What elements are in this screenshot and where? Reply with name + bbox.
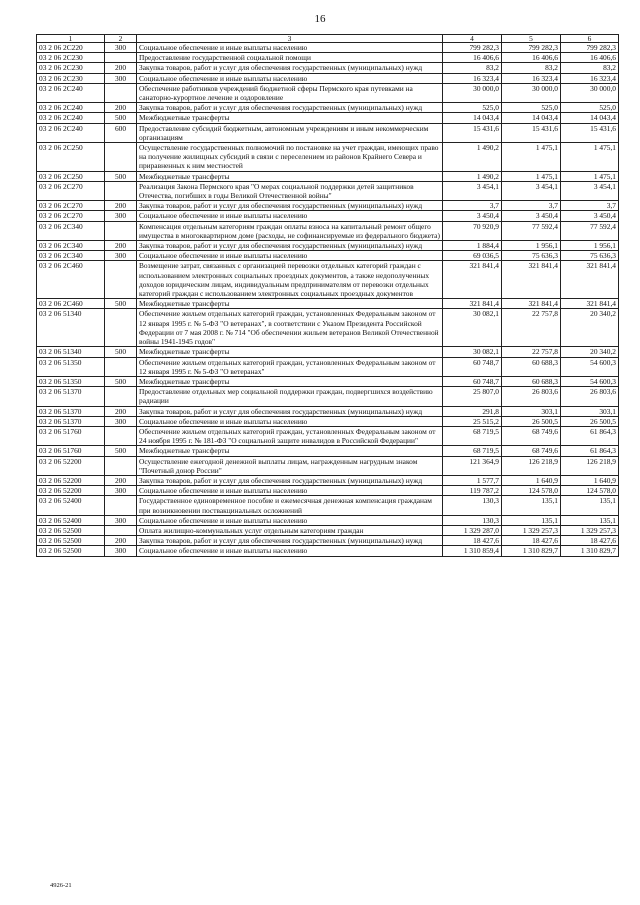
value-col5-cell: 14 043,4 — [502, 113, 561, 123]
table-row — [37, 486, 619, 496]
value-col6-cell: 135,1 — [561, 496, 619, 515]
expense-type-cell: 200 — [105, 536, 137, 546]
value-col6-cell: 3 450,4 — [561, 211, 619, 221]
target-code-cell: 03 2 06 51350 — [37, 376, 105, 386]
description-cell: Закупка товаров, работ и услуг для обеспечения государственных (муниципальных) нужд — [137, 406, 443, 416]
target-code-cell: 03 2 06 51760 — [37, 426, 105, 445]
value-col6-cell: 126 218,9 — [561, 456, 619, 475]
table-row — [37, 426, 619, 445]
header-cell: 2 — [105, 35, 137, 43]
value-col6-cell: 525,0 — [561, 103, 619, 113]
table-row — [37, 525, 619, 535]
table-row — [37, 241, 619, 251]
value-col6-cell: 20 340,2 — [561, 347, 619, 357]
value-col6-cell: 54 600,3 — [561, 357, 619, 376]
value-col6-cell: 303,1 — [561, 406, 619, 416]
table-row — [37, 143, 619, 172]
description-cell: Межбюджетные трансферты — [137, 347, 443, 357]
value-col6-cell: 1 956,1 — [561, 241, 619, 251]
description-cell: Оплата жилищно-коммунальных услуг отдельным категориям граждан — [137, 525, 443, 535]
value-col5-cell: 77 592,4 — [502, 221, 561, 240]
expense-type-cell: 300 — [105, 486, 137, 496]
value-col6-cell: 3 454,1 — [561, 181, 619, 200]
table-row — [37, 73, 619, 83]
expense-type-cell: 300 — [105, 251, 137, 261]
value-col4-cell: 30 082,1 — [443, 309, 502, 347]
expense-type-cell: 300 — [105, 515, 137, 525]
value-col4-cell: 3,7 — [443, 201, 502, 211]
value-col6-cell: 15 431,6 — [561, 123, 619, 142]
value-col5-cell: 83,2 — [502, 63, 561, 73]
description-cell: Межбюджетные трансферты — [137, 113, 443, 123]
description-cell: Социальное обеспечение и иные выплаты населению — [137, 211, 443, 221]
expense-type-cell: 500 — [105, 113, 137, 123]
expense-type-cell — [105, 261, 137, 299]
target-code-cell: 03 2 06 2С340 — [37, 241, 105, 251]
table-row — [37, 43, 619, 53]
value-col5-cell: 3 454,1 — [502, 181, 561, 200]
table-row — [37, 376, 619, 386]
target-code-cell: 03 2 06 52200 — [37, 475, 105, 485]
value-col5-cell: 1 475,1 — [502, 143, 561, 172]
value-col5-cell: 135,1 — [502, 515, 561, 525]
target-code-cell: 03 2 06 2С250 — [37, 143, 105, 172]
expense-type-cell — [105, 181, 137, 200]
target-code-cell: 03 2 06 2С340 — [37, 251, 105, 261]
value-col6-cell: 321 841,4 — [561, 299, 619, 309]
target-code-cell: 03 2 06 2С240 — [37, 113, 105, 123]
description-cell: Социальное обеспечение и иные выплаты населению — [137, 251, 443, 261]
value-col6-cell: 18 427,6 — [561, 536, 619, 546]
expense-type-cell: 500 — [105, 446, 137, 456]
value-col5-cell: 68 749,6 — [502, 446, 561, 456]
value-col4-cell: 1 577,7 — [443, 475, 502, 485]
expense-type-cell: 300 — [105, 546, 137, 556]
value-col4-cell: 525,0 — [443, 103, 502, 113]
value-col4-cell: 15 431,6 — [443, 123, 502, 142]
header-cell: 5 — [502, 35, 561, 43]
target-code-cell: 03 2 06 2С270 — [37, 181, 105, 200]
value-col6-cell: 54 600,3 — [561, 376, 619, 386]
target-code-cell: 03 2 06 52500 — [37, 525, 105, 535]
target-code-cell: 03 2 06 52400 — [37, 496, 105, 515]
expense-type-cell — [105, 426, 137, 445]
target-code-cell: 03 2 06 52400 — [37, 515, 105, 525]
target-code-cell: 03 2 06 51370 — [37, 387, 105, 406]
value-col5-cell: 1 329 257,3 — [502, 525, 561, 535]
value-col5-cell: 26 500,5 — [502, 416, 561, 426]
value-col6-cell: 1 475,1 — [561, 171, 619, 181]
value-col5-cell: 1 640,9 — [502, 475, 561, 485]
expense-type-cell — [105, 496, 137, 515]
value-col5-cell: 16 323,4 — [502, 73, 561, 83]
value-col4-cell: 25 807,0 — [443, 387, 502, 406]
value-col5-cell: 22 757,8 — [502, 347, 561, 357]
value-col4-cell: 70 920,9 — [443, 221, 502, 240]
table-row — [37, 387, 619, 406]
value-col4-cell: 121 364,9 — [443, 456, 502, 475]
expense-type-cell: 200 — [105, 475, 137, 485]
target-code-cell: 03 2 06 52500 — [37, 546, 105, 556]
header-cell: 3 — [137, 35, 443, 43]
value-col4-cell: 799 282,3 — [443, 43, 502, 53]
value-col6-cell: 61 864,3 — [561, 426, 619, 445]
header-cell: 4 — [443, 35, 502, 43]
expense-type-cell: 500 — [105, 376, 137, 386]
value-col5-cell: 321 841,4 — [502, 299, 561, 309]
value-col5-cell: 26 803,6 — [502, 387, 561, 406]
value-col5-cell: 22 757,8 — [502, 309, 561, 347]
expense-type-cell: 300 — [105, 73, 137, 83]
table-row — [37, 211, 619, 221]
target-code-cell: 03 2 06 2С460 — [37, 299, 105, 309]
table-row — [37, 261, 619, 299]
value-col5-cell: 124 578,0 — [502, 486, 561, 496]
target-code-cell: 03 2 06 51340 — [37, 347, 105, 357]
expense-type-cell: 500 — [105, 171, 137, 181]
description-cell: Предоставление субсидий бюджетным, автономным учреждениям и иным некоммерческим организациям — [137, 123, 443, 142]
description-cell: Закупка товаров, работ и услуг для обеспечения государственных (муниципальных) нужд — [137, 475, 443, 485]
value-col5-cell: 16 406,6 — [502, 53, 561, 63]
value-col5-cell: 321 841,4 — [502, 261, 561, 299]
expense-type-cell: 200 — [105, 406, 137, 416]
table-row — [37, 406, 619, 416]
value-col4-cell: 130,3 — [443, 496, 502, 515]
value-col4-cell: 60 748,7 — [443, 376, 502, 386]
description-cell: Реализация Закона Пермского края "О мерах социальной поддержки детей защитников Отечества, погибших в годы Великой Отечественной войны" — [137, 181, 443, 200]
value-col4-cell: 1 490,2 — [443, 171, 502, 181]
value-col6-cell: 1 329 257,3 — [561, 525, 619, 535]
table-row — [37, 63, 619, 73]
table-row — [37, 347, 619, 357]
target-code-cell: 03 2 06 2С220 — [37, 43, 105, 53]
value-col4-cell: 30 082,1 — [443, 347, 502, 357]
value-col5-cell: 303,1 — [502, 406, 561, 416]
value-col4-cell: 18 427,6 — [443, 536, 502, 546]
expense-type-cell — [105, 83, 137, 102]
page-number: 16 — [314, 13, 326, 25]
target-code-cell: 03 2 06 2С240 — [37, 103, 105, 113]
expense-type-cell: 200 — [105, 241, 137, 251]
target-code-cell: 03 2 06 2С340 — [37, 221, 105, 240]
value-col4-cell: 321 841,4 — [443, 261, 502, 299]
value-col5-cell: 60 688,3 — [502, 357, 561, 376]
description-cell: Социальное обеспечение и иные выплаты населению — [137, 416, 443, 426]
expense-type-cell: 300 — [105, 43, 137, 53]
target-code-cell: 03 2 06 2С270 — [37, 211, 105, 221]
value-col4-cell: 60 748,7 — [443, 357, 502, 376]
table-row — [37, 309, 619, 347]
value-col6-cell: 26 500,5 — [561, 416, 619, 426]
value-col6-cell: 83,2 — [561, 63, 619, 73]
expense-type-cell: 600 — [105, 123, 137, 142]
table-row — [37, 181, 619, 200]
description-cell: Обеспечение жильем отдельных категорий граждан, установленных Федеральным законом от 12 января 1995 г. № 5-ФЗ "О ветеранах" — [137, 357, 443, 376]
value-col5-cell: 18 427,6 — [502, 536, 561, 546]
value-col4-cell: 69 036,5 — [443, 251, 502, 261]
target-code-cell: 03 2 06 2С250 — [37, 171, 105, 181]
value-col4-cell: 25 515,2 — [443, 416, 502, 426]
description-cell: Закупка товаров, работ и услуг для обеспечения государственных (муниципальных) нужд — [137, 103, 443, 113]
table-row — [37, 251, 619, 261]
value-col6-cell: 799 282,3 — [561, 43, 619, 53]
value-col6-cell: 30 000,0 — [561, 83, 619, 102]
value-col5-cell: 126 218,9 — [502, 456, 561, 475]
expense-type-cell — [105, 53, 137, 63]
value-col4-cell: 16 323,4 — [443, 73, 502, 83]
value-col4-cell: 14 043,4 — [443, 113, 502, 123]
description-cell: Закупка товаров, работ и услуг для обеспечения государственных (муниципальных) нужд — [137, 241, 443, 251]
value-col4-cell: 321 841,4 — [443, 299, 502, 309]
expense-type-cell: 200 — [105, 103, 137, 113]
value-col5-cell: 135,1 — [502, 496, 561, 515]
target-code-cell: 03 2 06 2С240 — [37, 123, 105, 142]
value-col4-cell: 130,3 — [443, 515, 502, 525]
value-col6-cell: 77 592,4 — [561, 221, 619, 240]
value-col4-cell: 291,8 — [443, 406, 502, 416]
description-cell: Социальное обеспечение и иные выплаты населению — [137, 546, 443, 556]
value-col4-cell: 3 450,4 — [443, 211, 502, 221]
expense-type-cell — [105, 387, 137, 406]
table-row — [37, 416, 619, 426]
value-col6-cell: 16 323,4 — [561, 73, 619, 83]
budget-table — [36, 34, 619, 557]
value-col4-cell: 30 000,0 — [443, 83, 502, 102]
footer-code: 4926-21 — [50, 882, 72, 889]
table-row — [37, 456, 619, 475]
description-cell: Компенсация отдельным категориям граждан оплаты взноса на капитальный ремонт общего имущества в многоквартирном доме (расходы, не софинансируемые из федерального бюджета) — [137, 221, 443, 240]
description-cell: Обеспечение жильем отдельных категорий граждан, установленных Федеральным законом от 24 ноября 1995 г. № 181-ФЗ "О социальной защите инвалидов в Российской Федерации" — [137, 426, 443, 445]
table-row — [37, 536, 619, 546]
expense-type-cell: 200 — [105, 63, 137, 73]
target-code-cell: 03 2 06 52200 — [37, 456, 105, 475]
value-col4-cell: 3 454,1 — [443, 181, 502, 200]
expense-type-cell — [105, 143, 137, 172]
value-col5-cell: 3,7 — [502, 201, 561, 211]
value-col5-cell: 1 475,1 — [502, 171, 561, 181]
target-code-cell: 03 2 06 2С230 — [37, 73, 105, 83]
target-code-cell: 03 2 06 51370 — [37, 416, 105, 426]
value-col5-cell: 15 431,6 — [502, 123, 561, 142]
value-col5-cell: 799 282,3 — [502, 43, 561, 53]
value-col5-cell: 60 688,3 — [502, 376, 561, 386]
header-cell: 1 — [37, 35, 105, 43]
description-cell: Межбюджетные трансферты — [137, 446, 443, 456]
value-col4-cell: 83,2 — [443, 63, 502, 73]
target-code-cell: 03 2 06 2С230 — [37, 53, 105, 63]
table-row — [37, 123, 619, 142]
value-col5-cell: 1 310 829,7 — [502, 546, 561, 556]
value-col4-cell: 68 719,5 — [443, 446, 502, 456]
value-col5-cell: 68 749,6 — [502, 426, 561, 445]
description-cell: Социальное обеспечение и иные выплаты населению — [137, 515, 443, 525]
table-row — [37, 357, 619, 376]
value-col6-cell: 1 640,9 — [561, 475, 619, 485]
description-cell: Предоставление государственной социальной помощи — [137, 53, 443, 63]
expense-type-cell: 200 — [105, 201, 137, 211]
value-col4-cell: 119 787,2 — [443, 486, 502, 496]
target-code-cell: 03 2 06 2С460 — [37, 261, 105, 299]
expense-type-cell: 500 — [105, 347, 137, 357]
expense-type-cell — [105, 456, 137, 475]
value-col4-cell: 1 329 287,0 — [443, 525, 502, 535]
target-code-cell: 03 2 06 2С240 — [37, 83, 105, 102]
description-cell: Возмещение затрат, связанных с организацией перевозки отдельных категорий граждан с использованием электронных социальных проездных документов, а также недополученных доходов юридическим лицам, индивидуальным предпринимателям от перевозки отдельных категорий граждан с использованием электронных социальных проездных документов — [137, 261, 443, 299]
table-row — [37, 515, 619, 525]
value-col6-cell: 1 310 829,7 — [561, 546, 619, 556]
value-col4-cell: 1 490,2 — [443, 143, 502, 172]
value-col4-cell: 1 884,4 — [443, 241, 502, 251]
value-col6-cell: 321 841,4 — [561, 261, 619, 299]
value-col4-cell: 68 719,5 — [443, 426, 502, 445]
table-row — [37, 546, 619, 556]
description-cell: Социальное обеспечение и иные выплаты населению — [137, 43, 443, 53]
table-row — [37, 475, 619, 485]
target-code-cell: 03 2 06 52200 — [37, 486, 105, 496]
table-row — [37, 446, 619, 456]
value-col6-cell: 61 864,3 — [561, 446, 619, 456]
expense-type-cell — [105, 221, 137, 240]
value-col4-cell: 1 310 859,4 — [443, 546, 502, 556]
target-code-cell: 03 2 06 2С230 — [37, 63, 105, 73]
value-col6-cell: 20 340,2 — [561, 309, 619, 347]
value-col6-cell: 14 043,4 — [561, 113, 619, 123]
table-row — [37, 103, 619, 113]
value-col6-cell: 16 406,6 — [561, 53, 619, 63]
description-cell: Предоставление отдельных мер социальной поддержки граждан, подвергшихся воздействию радиации — [137, 387, 443, 406]
description-cell: Межбюджетные трансферты — [137, 376, 443, 386]
value-col5-cell: 30 000,0 — [502, 83, 561, 102]
value-col5-cell: 525,0 — [502, 103, 561, 113]
description-cell: Закупка товаров, работ и услуг для обеспечения государственных (муниципальных) нужд — [137, 201, 443, 211]
value-col6-cell: 3,7 — [561, 201, 619, 211]
target-code-cell: 03 2 06 52500 — [37, 536, 105, 546]
table-row — [37, 201, 619, 211]
value-col6-cell: 26 803,6 — [561, 387, 619, 406]
expense-type-cell — [105, 357, 137, 376]
table-row — [37, 83, 619, 102]
expense-type-cell: 500 — [105, 299, 137, 309]
header-cell: 6 — [561, 35, 619, 43]
description-cell: Межбюджетные трансферты — [137, 299, 443, 309]
description-cell: Закупка товаров, работ и услуг для обеспечения государственных (муниципальных) нужд — [137, 536, 443, 546]
expense-type-cell: 300 — [105, 416, 137, 426]
table-row — [37, 496, 619, 515]
value-col6-cell: 135,1 — [561, 515, 619, 525]
target-code-cell: 03 2 06 51760 — [37, 446, 105, 456]
expense-type-cell: 300 — [105, 211, 137, 221]
description-cell: Государственное единовременное пособие и ежемесячная денежная компенсация гражданам при возникновении поствакцинальных осложнений — [137, 496, 443, 515]
value-col4-cell: 16 406,6 — [443, 53, 502, 63]
value-col6-cell: 75 636,3 — [561, 251, 619, 261]
target-code-cell: 03 2 06 51370 — [37, 406, 105, 416]
target-code-cell: 03 2 06 2С270 — [37, 201, 105, 211]
value-col6-cell: 1 475,1 — [561, 143, 619, 172]
target-code-cell: 03 2 06 51350 — [37, 357, 105, 376]
table-row — [37, 53, 619, 63]
table-row — [37, 171, 619, 181]
description-cell: Обеспечение работников учреждений бюджетной сферы Пермского края путевками на санаторно-курортное лечение и оздоровление — [137, 83, 443, 102]
table-row — [37, 299, 619, 309]
expense-type-cell — [105, 525, 137, 535]
value-col5-cell: 75 636,3 — [502, 251, 561, 261]
description-cell: Осуществление ежегодной денежной выплаты лицам, награжденным нагрудным знаком "Почетный донор России" — [137, 456, 443, 475]
value-col6-cell: 124 578,0 — [561, 486, 619, 496]
description-cell: Межбюджетные трансферты — [137, 171, 443, 181]
value-col5-cell: 3 450,4 — [502, 211, 561, 221]
description-cell: Обеспечение жильем отдельных категорий граждан, установленных Федеральным законом от 12 января 1995 г. № 5-ФЗ "О ветеранах", в соответствии с Указом Президента Российской Федерации от 7 мая 2008 г. № 714 "Об обеспечении жильем ветеранов Великой Отечественной войны 1941-1945 годов" — [137, 309, 443, 347]
table-header-row — [37, 35, 619, 43]
target-code-cell: 03 2 06 51340 — [37, 309, 105, 347]
table-row — [37, 221, 619, 240]
expense-type-cell — [105, 309, 137, 347]
description-cell: Социальное обеспечение и иные выплаты населению — [137, 73, 443, 83]
table-row — [37, 113, 619, 123]
description-cell: Закупка товаров, работ и услуг для обеспечения государственных (муниципальных) нужд — [137, 63, 443, 73]
value-col5-cell: 1 956,1 — [502, 241, 561, 251]
description-cell: Социальное обеспечение и иные выплаты населению — [137, 486, 443, 496]
description-cell: Осуществление государственных полномочий по постановке на учет граждан, имеющих право на получение жилищных субсидий в связи с переселением из районов Крайнего Севера и приравненных к ним местностей — [137, 143, 443, 172]
